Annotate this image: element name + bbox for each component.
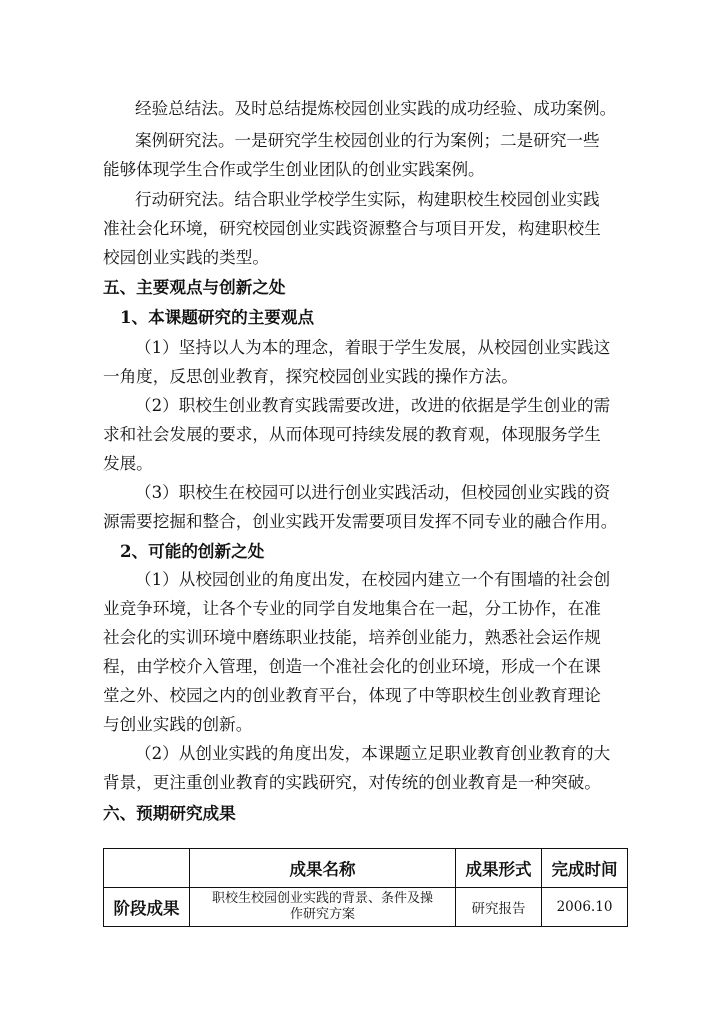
paragraph-action-research-1: 行动研究法。结合职业学校学生实际，构建职校生校园创业实践	[135, 190, 600, 209]
view-2-line-1: （2）职校生创业教育实践需要改进，改进的依据是学生创业的需	[135, 396, 611, 415]
header-completion-time: 完成时间	[542, 849, 628, 888]
innovation-2-line-2: 背景，更注重创业教育的实践研究，对传统的创业教育是一种突破。	[103, 773, 601, 792]
section-heading-6: 六、预期研究成果	[103, 803, 236, 823]
table-header-row	[104, 849, 628, 888]
view-3-line-2: 源需要挖掘和整合，创业实践开发需要项目发挥不同专业的融合作用。	[103, 512, 618, 531]
view-2-line-2: 求和社会发展的要求，从而体现可持续发展的教育观，体现服务学生	[103, 425, 601, 444]
row-result-name-line-1: 职校生校园创业实践的背景、条件及操	[211, 891, 433, 906]
row-completion-date: 2006.10	[542, 888, 628, 927]
header-result-form: 成果形式	[456, 849, 542, 888]
paragraph-case-study-1: 案例研究法。一是研究学生校园创业的行为案例；二是研究一些	[135, 131, 600, 150]
paragraph-action-research-3: 校园创业实践的类型。	[103, 248, 269, 267]
innovation-1-line-1: （1）从校园创业的角度出发，在校园内建立一个有围墙的社会创	[135, 570, 611, 589]
innovation-1-line-4: 程，由学校介入管理，创造一个准社会化的创业环境，形成一个在课	[103, 657, 601, 676]
innovation-1-line-3: 社会化的实训环境中磨练职业技能，培养创业能力，熟悉社会运作规	[103, 628, 601, 647]
section-heading-5: 五、主要观点与创新之处	[103, 277, 286, 297]
innovation-1-line-6: 与创业实践的创新。	[103, 715, 253, 734]
subheading-innovations: 2、可能的创新之处	[120, 541, 265, 561]
subheading-main-views: 1、本课题研究的主要观点	[120, 307, 315, 327]
row-result-form: 研究报告	[456, 888, 542, 927]
header-empty-cell	[104, 849, 190, 888]
row-label: 阶段成果	[104, 888, 190, 927]
view-3-line-1: （3）职校生在校园可以进行创业实践活动，但校园创业实践的资	[135, 483, 611, 502]
innovation-2-line-1: （2）从创业实践的角度出发，本课题立足职业教育创业教育的大	[135, 744, 611, 763]
view-1-line-1: （1）坚持以人为本的理念，着眼于学生发展，从校园创业实践这	[135, 338, 611, 357]
row-result-name-line-2: 作研究方案	[289, 907, 355, 922]
view-1-line-2: 一角度，反思创业教育，探究校园创业实践的操作方法。	[103, 367, 518, 386]
row-result-name	[190, 888, 456, 927]
paragraph-experience-summary: 经验总结法。及时总结提炼校园创业实践的成功经验、成功案例。	[135, 99, 617, 118]
paragraph-case-study-2: 能够体现学生合作或学生创业团队的创业实践案例。	[103, 160, 485, 179]
innovation-1-line-5: 堂之外、校园之内的创业教育平台，体现了中等职校生创业教育理论	[103, 686, 601, 705]
paragraph-action-research-2: 准社会化环境，研究校园创业实践资源整合与项目开发，构建职校生	[103, 219, 601, 238]
view-2-line-3: 发展。	[103, 454, 153, 473]
results-table	[103, 848, 628, 927]
header-result-name: 成果名称	[190, 849, 456, 888]
table-row	[104, 888, 628, 927]
innovation-1-line-2: 业竞争环境，让各个专业的同学自发地集合在一起，分工协作，在准	[103, 599, 601, 618]
